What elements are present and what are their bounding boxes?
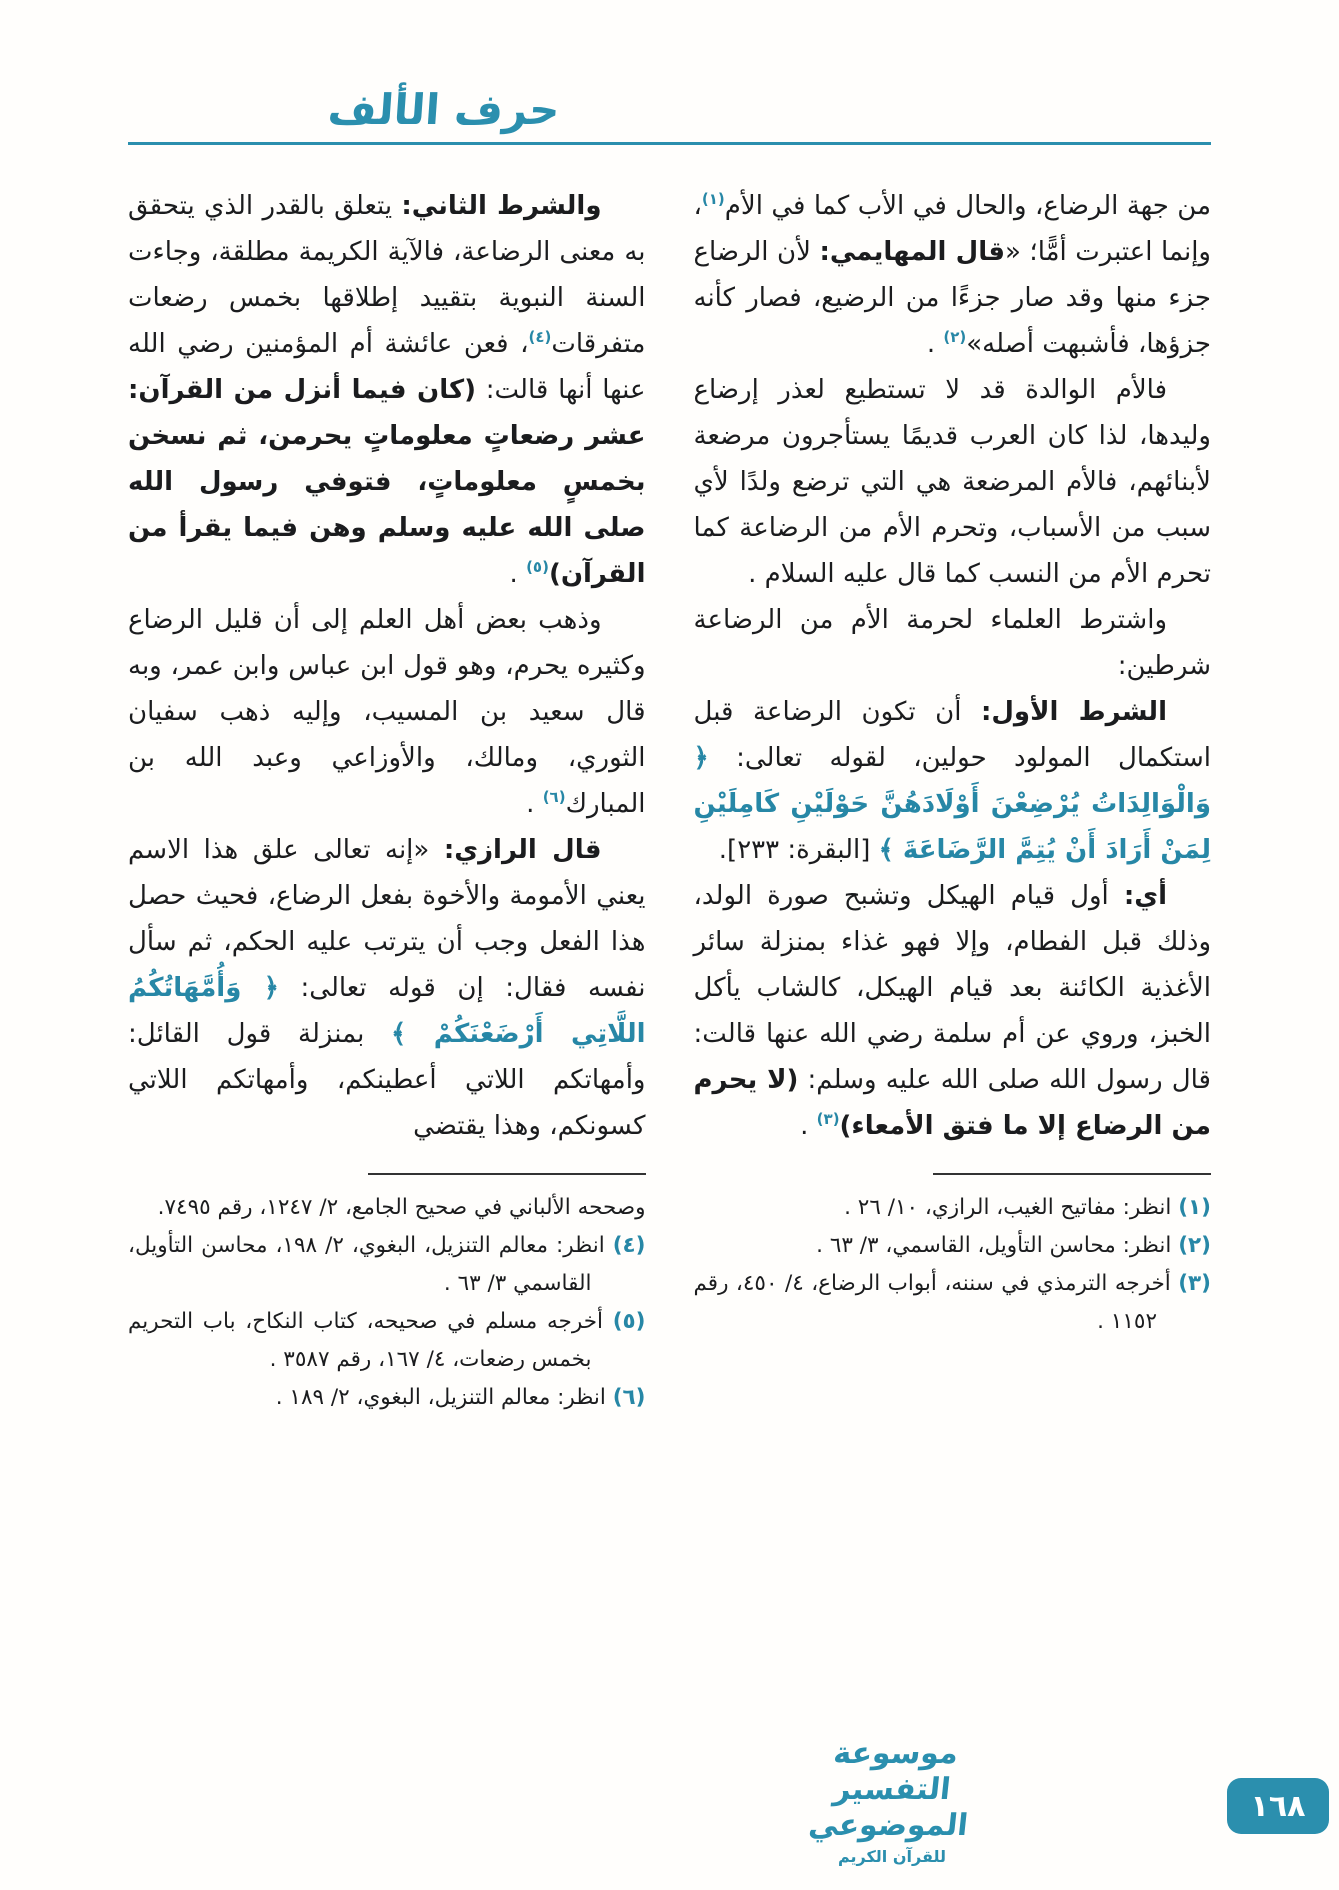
paragraph xyxy=(128,183,646,597)
quran-verse: ﴿ وَالْوَالِدَاتُ يُرْضِعْنَ أَوْلَادَهُنَّ حَوْلَيْنِ كَامِلَيْنِ لِمَنْ أَرَادَ أَنْ يُتِمَّ الرَّضَاعَةَ ﴾ xyxy=(693,743,1211,866)
paragraph xyxy=(128,827,646,1149)
text-segment: لأن الرضاع جزء منها وقد صار جزءًا من الرضيع، فصار كأنه جزؤها، فأشبهت أصله» xyxy=(693,237,1211,360)
footnote-ref: (٣) xyxy=(816,1110,840,1129)
chapter-title-text: حرف الألف xyxy=(326,85,562,134)
right-column-footnotes xyxy=(694,1173,1212,1341)
footnote-separator xyxy=(933,1173,1211,1175)
footnote-text: انظر: محاسن التأويل، القاسمي، ٣/ ٦٣ . xyxy=(816,1233,1172,1259)
text-segment: يتعلق بالقدر الذي يتحقق به معنى الرضاعة، فالآية الكريمة مطلقة، وجاءت السنة النبوية بتقييد إطلاقها بخمس رضعات متفرقات xyxy=(128,191,646,360)
right-column xyxy=(694,183,1212,1341)
page-number: ١٦٨ xyxy=(1250,1788,1306,1824)
footnote-item xyxy=(128,1303,646,1379)
publisher-logo-subtitle: للقرآن الكريم xyxy=(837,1846,947,1866)
paragraph xyxy=(128,597,646,827)
verse-reference: [البقرة: ٢٣٣]. xyxy=(718,835,879,866)
left-column xyxy=(128,183,646,1417)
publisher-logo-title: موسوعة التفسير الموضوعي xyxy=(806,1735,970,1843)
paragraph xyxy=(694,183,1212,367)
footnote-number: (٥) xyxy=(612,1309,646,1335)
text-segment: «إنه تعالى علق هذا الاسم يعني الأمومة والأخوة بفعل الرضاع، فحيث حصل هذا الفعل وجب أن يترتب عليه الحكم، ثم سأل نفسه فقال: إن قوله تعالى: xyxy=(128,835,646,1004)
text-segment: ، وإنما اعتبرت أمًّا؛ « xyxy=(693,191,1211,268)
footnote-ref: (٤) xyxy=(528,328,552,347)
text-segment: . xyxy=(526,789,543,820)
publisher-logo xyxy=(767,1736,1017,1866)
footnote-ref: (٥) xyxy=(526,558,549,577)
footnote-item xyxy=(128,1189,646,1227)
footnote-text: انظر: معالم التنزيل، البغوي، ٢/ ١٩٨، محاسن التأويل، القاسمي ٣/ ٦٣ . xyxy=(128,1233,605,1297)
footnote-text: انظر: معالم التنزيل، البغوي، ٢/ ١٨٩ . xyxy=(275,1385,606,1411)
footnote-number: (٤) xyxy=(612,1233,646,1259)
left-column-body xyxy=(128,183,646,1149)
left-column-footnotes xyxy=(128,1173,646,1417)
condition-heading: والشرط الثاني: xyxy=(401,191,602,222)
text-segment: من جهة الرضاع، والحال في الأب كما في الأم xyxy=(724,191,1211,222)
condition-heading: الشرط الأول: xyxy=(980,697,1167,728)
text-segment-bold: أي: xyxy=(1123,881,1167,912)
text-segment: بمنزلة قول القائل: وأمهاتكم اللاتي أعطينكم، وأمهاتكم اللاتي كسونكم، وهذا يقتضي xyxy=(128,1019,646,1142)
footnote-number: (٢) xyxy=(1178,1233,1211,1259)
text-segment: أن تكون الرضاعة قبل استكمال المولود حولين، لقوله تعالى: xyxy=(693,697,1211,774)
footnote-item xyxy=(128,1379,646,1417)
text-segment-bold: قال الرازي: xyxy=(443,835,602,866)
text-segment: . xyxy=(509,559,527,590)
chapter-title xyxy=(128,86,1211,134)
footnote-text: أخرجه الترمذي في سننه، أبواب الرضاع، ٤/ ٤٥٠، رقم ١١٥٢ . xyxy=(693,1271,1171,1335)
footnote-separator xyxy=(368,1173,646,1175)
hadith-text: (كان فيما أنزل من القرآن: عشر رضعاتٍ معلوماتٍ يحرمن، ثم نسخن بخمسٍ معلوماتٍ، فتوفي رسول الله صلى الله عليه وسلم وهن فيما يقرأ من القرآن) xyxy=(128,375,646,590)
text-segment: واشترط العلماء لحرمة الأم من الرضاعة شرطين: xyxy=(693,605,1211,682)
footnote-item xyxy=(694,1265,1212,1341)
text-segment: أول قيام الهيكل وتشبح صورة الولد، وذلك قبل الفطام، وإلا فهو غذاء بمنزلة سائر الأغذية الكائنة بعد قيام الهيكل، كالشاب يأكل الخبز، وروي عن أم سلمة رضي الله عنها قالت: قال رسول الله صلى الله عليه وسلم: xyxy=(693,881,1211,1096)
paragraph xyxy=(694,873,1212,1149)
footnote-item xyxy=(694,1227,1212,1265)
text-segment: . xyxy=(926,329,944,360)
footnote-ref: (٢) xyxy=(943,328,967,347)
paragraph xyxy=(694,367,1212,597)
footnote-ref: (٦) xyxy=(542,788,566,807)
right-column-body xyxy=(694,183,1212,1149)
quran-verse: ﴿ وَأُمَّهَاتُكُمُ اللَّاتِي أَرْضَعْنَكُمْ ﴾ xyxy=(128,973,646,1050)
paragraph xyxy=(694,689,1212,873)
text-segment: وذهب بعض أهل العلم إلى أن قليل الرضاع وكثيره يحرم، وهو قول ابن عباس وابن عمر، وبه قال سعيد بن المسيب، وإليه ذهب سفيان الثوري، ومالك، والأوزاعي وعبد الله بن المبارك xyxy=(128,605,646,820)
text-segment: . xyxy=(800,1111,817,1142)
page-number-badge xyxy=(1227,1778,1329,1834)
text-segment-bold: قال المهايمي: xyxy=(819,237,1006,268)
paragraph xyxy=(694,597,1212,689)
footnote-text: وصححه الألباني في صحيح الجامع، ٢/ ١٢٤٧، رقم ٧٤٩٥. xyxy=(157,1195,646,1221)
header-rule xyxy=(128,142,1211,145)
footnote-ref: (١) xyxy=(701,190,725,209)
text-columns xyxy=(0,153,1339,1417)
page-header xyxy=(0,0,1339,145)
footnote-text: أخرجه مسلم في صحيحه، كتاب النكاح، باب التحريم بخمس رضعات، ٤/ ١٦٧، رقم ٣٥٨٧ . xyxy=(128,1309,603,1373)
footnote-number: (٦) xyxy=(612,1385,646,1411)
footnote-item xyxy=(694,1189,1212,1227)
footnote-text: انظر: مفاتيح الغيب، الرازي، ١٠/ ٢٦ . xyxy=(844,1195,1172,1221)
text-segment: ، فعن عائشة أم المؤمنين رضي الله عنها أنها قالت: xyxy=(128,329,646,406)
footnote-item xyxy=(128,1227,646,1303)
footnote-number: (١) xyxy=(1178,1195,1211,1221)
footnote-number: (٣) xyxy=(1178,1271,1211,1297)
hadith-text: (لا يحرم من الرضاع إلا ما فتق الأمعاء) xyxy=(693,1065,1211,1142)
text-segment: فالأم الوالدة قد لا تستطيع لعذر إرضاع وليدها، لذا كان العرب قديمًا يستأجرون مرضعة لأبنائهم، فالأم المرضعة هي التي ترضع ولدًا لأي سبب من الأسباب، وتحرم الأم من الرضاعة كما تحرم الأم من النسب كما قال عليه السلام . xyxy=(693,375,1211,590)
